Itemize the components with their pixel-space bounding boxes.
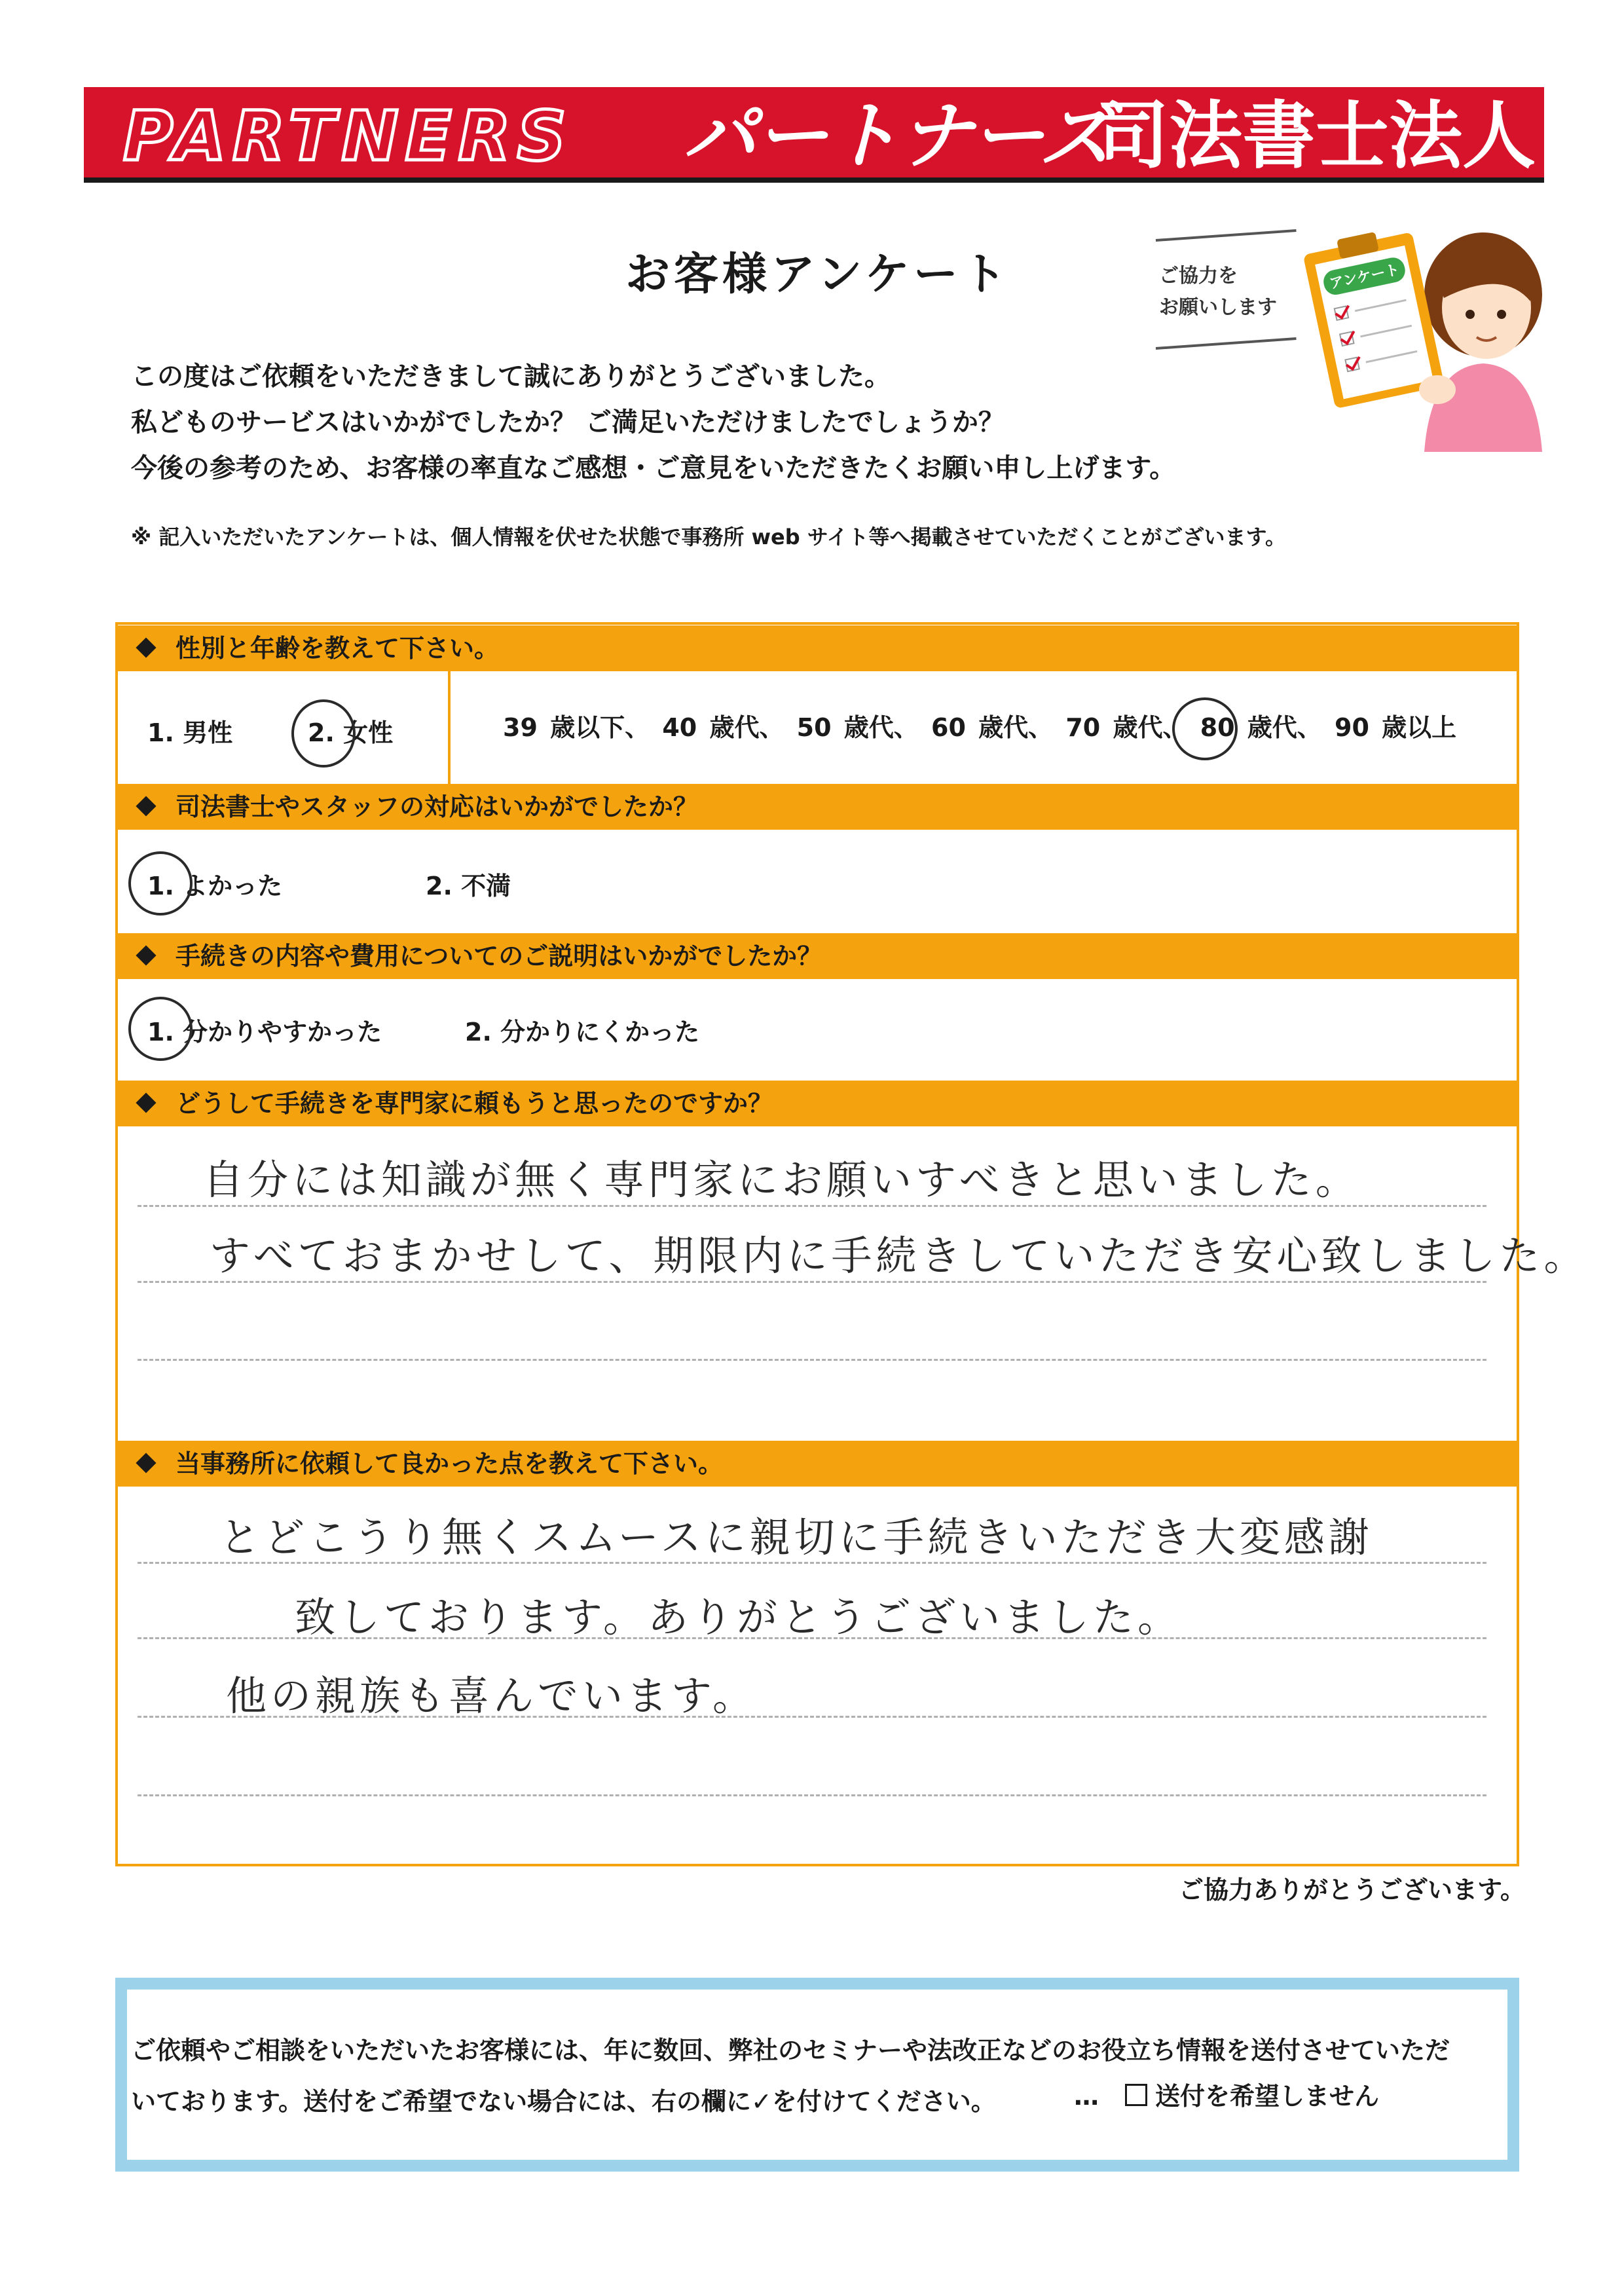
q1-header [115,625,1519,671]
diamond-bullet-icon [136,1092,156,1113]
intro-line-2: 私どものサービスはいかがでしたか？ ご満足いただけましたでしょうか？ [131,407,1005,437]
intro-line-1: この度はご依頼をいただきまして誠にありがとうございました。 [131,361,891,392]
q4-answer-line-2: すべておまかせして、期限内に手続きしていただき安心致しました。 [210,1232,1589,1280]
optout-option[interactable] [1074,2076,1379,2112]
callout-divider-top [1156,229,1297,242]
clipboard-label: アンケート [1328,261,1401,293]
notice-line-2: いております。送付をご希望でない場合には、右の欄に✓を付けてください。 [131,2087,996,2116]
page-title: お客様アンケート [625,249,1010,301]
header-banner [84,87,1544,177]
selection-circle-clear [128,997,193,1061]
q2-label: 司法書士やスタッフの対応はいかがでしたか？ [175,792,699,821]
optout-dots: … [1074,2082,1099,2111]
brand-name-kana: パートナーズ [683,94,1112,177]
intro-line-3: 今後の参考のため、お客様の率直なご感想・ご意見をいただきたくお願い申し上げます。 [131,453,1176,483]
q3-header [115,933,1519,979]
diamond-bullet-icon [136,1453,156,1473]
q5-label: 当事務所に依頼して良かった点を教えて下さい。 [175,1449,724,1478]
callout-divider-bottom [1156,337,1297,350]
optout-label: 送付を希望しません [1155,2082,1380,2111]
callout-line-1: ご協力を [1159,265,1238,287]
q3-option-unclear[interactable]: 2. 分かりにくかった [465,1018,700,1046]
q2-option-good[interactable]: 1. よかった [147,872,283,900]
q2-header [115,784,1519,830]
q2-option-unsatisfied[interactable]: 2. 不満 [426,872,511,900]
q5-answer-line-2: 致しております。ありがとうございました。 [295,1593,1183,1641]
callout-line-2: お願いします [1159,296,1277,319]
q4-answer-line-1: 自分には知識が無く専門家にお願いすべきと思いました。 [203,1156,1360,1204]
q4-header [115,1081,1519,1126]
q3-option-clear[interactable]: 1. 分かりやすかった [147,1018,382,1046]
q3-label: 手続きの内容や費用についてのご説明はいかがでしたか？ [175,942,822,971]
intro-text [131,354,1175,491]
selection-circle-good [128,851,193,916]
q1-gender-option-female[interactable]: 2. 女性 [308,718,394,747]
thanks-message: ご協力ありがとうございます。 [1179,1876,1525,1904]
firm-type: 司法書士法人 [1096,94,1536,177]
diamond-bullet-icon [136,796,156,816]
selection-circle-age-80s [1172,697,1238,760]
q5-answer-line-1: とどこうり無くスムースに親切に手続きいただき大変感謝 [219,1513,1373,1561]
optout-checkbox[interactable] [1125,2084,1147,2106]
diamond-bullet-icon [136,637,156,657]
q1-age-options[interactable]: 39 歳以下、 40 歳代、 50 歳代、 60 歳代、 70 歳代、 80 歳代、 90 歳以上 [503,713,1457,742]
banner-underline [84,177,1544,183]
q4-label: どうして手続きを専門家に頼もうと思ったのですか？ [175,1089,773,1118]
publication-note: ※ 記入いただいたアンケートは、個人情報を伏せた状態で事務所 web サイト等へ掲載させていただくことがございます。 [131,525,1286,549]
q5-header [115,1441,1519,1487]
woman-with-clipboard-illustration [1293,216,1542,452]
diamond-bullet-icon [136,945,156,965]
notice-line-1: ご依頼やご相談をいただいたお客様には、年に数回、弊社のセミナーや法改正などのお役立ち情報を送付させていただ [131,2036,1450,2065]
q5-answer-line-3: 他の親族も喜んでいます。 [226,1672,758,1720]
brand-name-english: PARTNERS [123,96,573,176]
q1-label: 性別と年齢を教えて下さい。 [175,634,500,663]
cooperation-callout [1159,261,1290,324]
q1-gender-option-male[interactable]: 1. 男性 [147,718,233,747]
selection-circle-female [291,699,356,768]
